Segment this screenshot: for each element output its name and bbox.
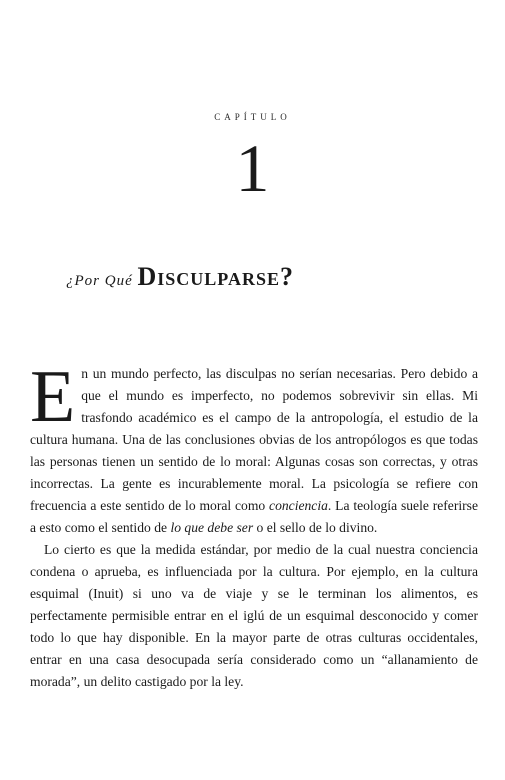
paragraph-1 (30, 356, 478, 539)
chapter-title (66, 262, 486, 292)
paragraph-1-emphasis-debe-ser: lo que debe ser (170, 520, 254, 535)
paragraph-1-text-end: o el sello de lo divino. (253, 520, 378, 535)
body-text (30, 356, 478, 693)
chapter-title-main: Disculparse? (137, 262, 294, 291)
chapter-title-lead: ¿Por Qué (66, 273, 138, 289)
chapter-number: 1 (235, 130, 270, 206)
paragraph-2: Lo cierto es que la medida estándar, por medio de la cual nuestra conciencia condena o aprueba, es influenciada por la cultura. Por ejemplo, en la cultura esquimal (Inuit) si uno va de viaje y se le terminan los alimentos, es perfectamente permisible entrar en el iglú de un esquimal desconocido y comer todo lo que hay disponible. En la mayor parte de otras culturas occidentales, entrar en una casa desocupada sería considerado como un “allanamiento de morada”, un delito castigado por la ley. (30, 542, 478, 689)
paragraph-1-text-mid: . La teología suele referirse a esto como el sentido de (30, 498, 478, 535)
chapter-label: CAPÍTULO (214, 112, 291, 122)
paragraph-1-emphasis-conciencia: conciencia (269, 498, 328, 513)
paragraph-1-text: n un mundo perfecto, las disculpas no serían necesarias. Pero debido a que el mundo es imperfecto, no podemos sobrevivir sin ellas. Mi trasfondo académico es el campo de la antropología, el estudio de la cultura humana. Una de las conclusiones obvias de los antropólogos es que todas las personas tienen un sentido de lo moral: Algunas cosas son correctas, y otras incorrectas. La gente es incurablemente moral. La psicología se refiere con frecuencia a este sentido de lo moral como (30, 366, 478, 513)
drop-cap: E (30, 356, 76, 438)
